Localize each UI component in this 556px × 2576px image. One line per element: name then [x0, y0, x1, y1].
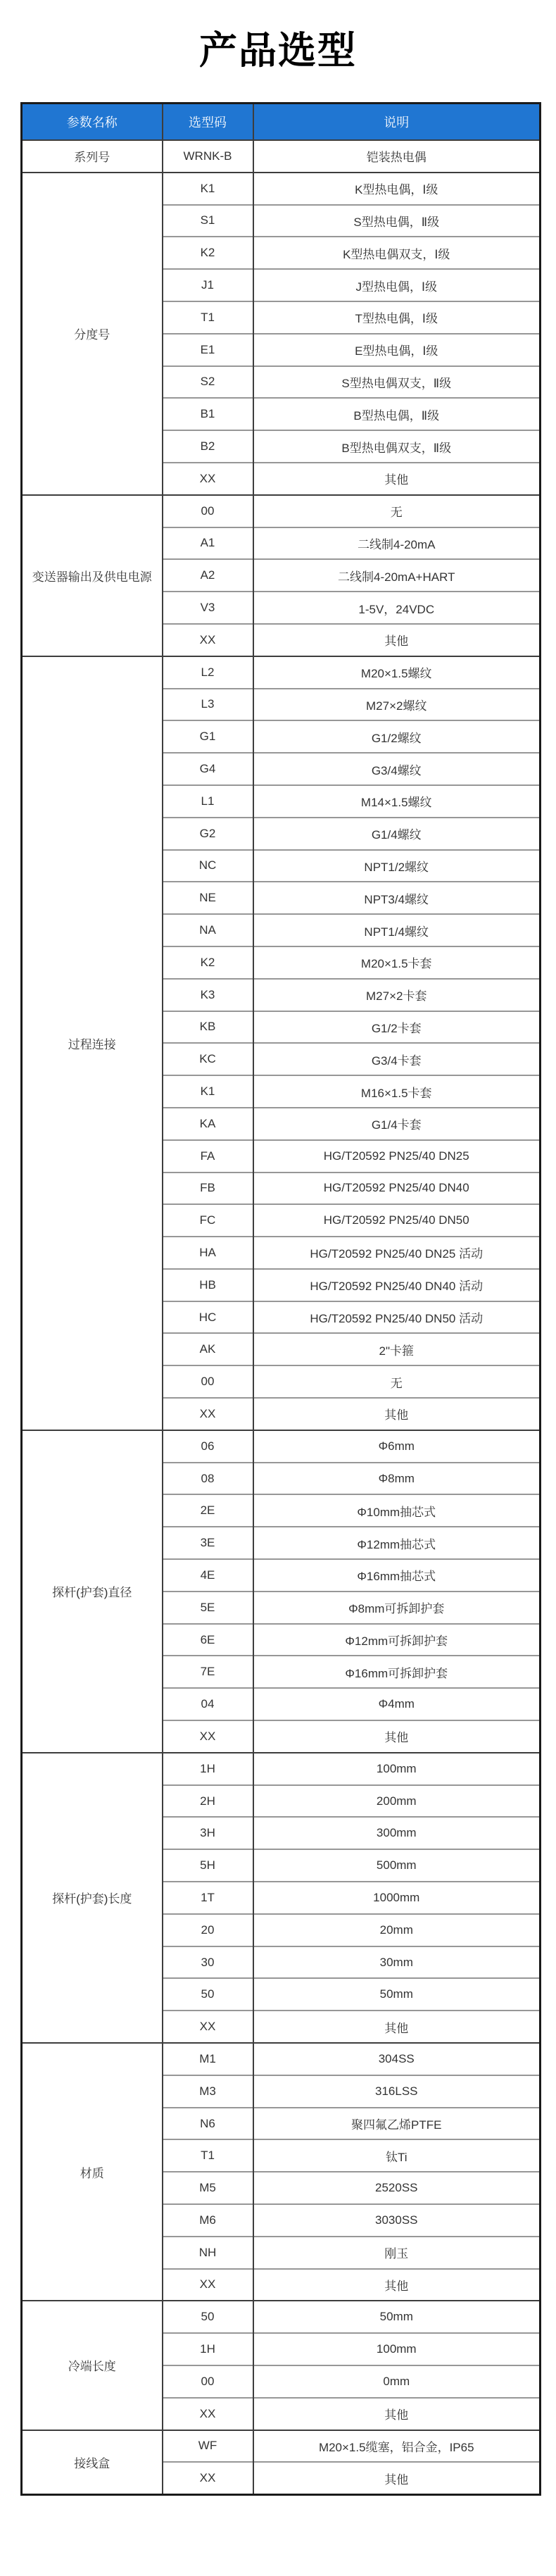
desc-cell: 其他 — [253, 1398, 541, 1430]
desc-cell: NPT1/2螺纹 — [253, 850, 541, 882]
desc-cell: Φ12mm可拆卸护套 — [253, 1624, 541, 1656]
code-cell: NA — [163, 914, 253, 946]
code-cell: 6E — [163, 1624, 253, 1656]
code-cell: 2H — [163, 1785, 253, 1818]
param-group — [22, 1430, 541, 1753]
code-cell: K3 — [163, 979, 253, 1011]
desc-cell: 50mm — [253, 2301, 541, 2333]
code-cell: NE — [163, 882, 253, 914]
code-cell: 2E — [163, 1494, 253, 1527]
desc-cell: 30mm — [253, 1946, 541, 1979]
code-cell: WRNK-B — [163, 140, 253, 173]
desc-cell: K型热电偶，Ⅰ级 — [253, 173, 541, 205]
code-cell: S1 — [163, 205, 253, 237]
param-name-cell: 接线盒 — [74, 2456, 110, 2470]
code-cell: XX — [163, 2269, 253, 2301]
table-row — [22, 2301, 541, 2333]
param-name-cell: 变送器输出及供电电源 — [32, 570, 152, 584]
param-group — [22, 2043, 541, 2301]
desc-cell: 无 — [253, 495, 541, 527]
code-cell: XX — [163, 2462, 253, 2494]
code-cell: 5E — [163, 1592, 253, 1624]
desc-cell: 200mm — [253, 1785, 541, 1818]
code-cell: XX — [163, 2011, 253, 2043]
code-cell: L3 — [163, 689, 253, 721]
code-cell: 50 — [163, 1978, 253, 2011]
desc-cell: 100mm — [253, 2333, 541, 2365]
desc-cell: 其他 — [253, 1720, 541, 1753]
product-selection-table-wrap — [20, 102, 541, 2496]
code-cell: KB — [163, 1011, 253, 1044]
code-cell: 4E — [163, 1559, 253, 1592]
code-cell: 04 — [163, 1688, 253, 1720]
code-cell: AK — [163, 1333, 253, 1365]
code-cell: HB — [163, 1269, 253, 1301]
desc-cell: Φ12mm抽芯式 — [253, 1527, 541, 1559]
desc-cell: B型热电偶，Ⅱ级 — [253, 398, 541, 430]
desc-cell: M14×1.5螺纹 — [253, 785, 541, 818]
code-cell: 30 — [163, 1946, 253, 1979]
desc-cell: 100mm — [253, 1753, 541, 1785]
code-cell: N6 — [163, 2108, 253, 2140]
table-row — [22, 2430, 541, 2463]
desc-cell: HG/T20592 PN25/40 DN40 — [253, 1173, 541, 1205]
table-row — [22, 2043, 541, 2075]
desc-cell: S型热电偶双支，Ⅱ级 — [253, 366, 541, 399]
code-cell: XX — [163, 463, 253, 495]
desc-cell: HG/T20592 PN25/40 DN50 活动 — [253, 1301, 541, 1334]
desc-cell: Φ16mm抽芯式 — [253, 1559, 541, 1592]
code-cell: M5 — [163, 2172, 253, 2204]
header-cell: 说明 — [253, 104, 541, 141]
table-header — [22, 104, 541, 141]
header-cell: 选型码 — [163, 104, 253, 141]
desc-cell: HG/T20592 PN25/40 DN50 — [253, 1204, 541, 1237]
code-cell: 06 — [163, 1430, 253, 1463]
desc-cell: 3030SS — [253, 2204, 541, 2237]
desc-cell: Φ8mm — [253, 1463, 541, 1495]
desc-cell: M20×1.5卡套 — [253, 946, 541, 979]
code-cell: G1 — [163, 720, 253, 753]
code-cell: B2 — [163, 430, 253, 463]
param-name-cell: 材质 — [80, 2166, 104, 2180]
desc-cell: S型热电偶，Ⅱ级 — [253, 205, 541, 237]
desc-cell: M20×1.5缆塞，铝合金，IP65 — [253, 2430, 541, 2463]
desc-cell: 304SS — [253, 2043, 541, 2075]
desc-cell: 其他 — [253, 2269, 541, 2301]
code-cell: V3 — [163, 592, 253, 624]
desc-cell: G1/4螺纹 — [253, 818, 541, 850]
code-cell: K1 — [163, 173, 253, 205]
desc-cell: J型热电偶，Ⅰ级 — [253, 269, 541, 301]
code-cell: 5H — [163, 1849, 253, 1882]
desc-cell: 20mm — [253, 1914, 541, 1946]
desc-cell: G3/4卡套 — [253, 1043, 541, 1075]
code-cell: XX — [163, 624, 253, 656]
desc-cell: G1/2卡套 — [253, 1011, 541, 1044]
desc-cell: M16×1.5卡套 — [253, 1075, 541, 1108]
desc-cell: G1/2螺纹 — [253, 720, 541, 753]
desc-cell: HG/T20592 PN25/40 DN25 活动 — [253, 1237, 541, 1269]
desc-cell: Φ8mm可拆卸护套 — [253, 1592, 541, 1624]
code-cell: 50 — [163, 2301, 253, 2333]
desc-cell: K型热电偶双支，Ⅰ级 — [253, 237, 541, 269]
desc-cell: 300mm — [253, 1817, 541, 1849]
code-cell: K2 — [163, 946, 253, 979]
code-cell: K1 — [163, 1075, 253, 1108]
code-cell: M3 — [163, 2075, 253, 2108]
param-group — [22, 173, 541, 495]
desc-cell: M27×2螺纹 — [253, 689, 541, 721]
param-group — [22, 2301, 541, 2430]
code-cell: 00 — [163, 495, 253, 527]
code-cell: 00 — [163, 2365, 253, 2398]
desc-cell: 铠装热电偶 — [253, 140, 541, 173]
desc-cell: Φ16mm可拆卸护套 — [253, 1656, 541, 1688]
code-cell: L1 — [163, 785, 253, 818]
desc-cell: G1/4卡套 — [253, 1108, 541, 1140]
code-cell: M1 — [163, 2043, 253, 2075]
param-name-cell: 过程连接 — [68, 1037, 116, 1051]
desc-cell: 刚玉 — [253, 2237, 541, 2269]
code-cell: T1 — [163, 301, 253, 334]
code-cell: HA — [163, 1237, 253, 1269]
desc-cell: 其他 — [253, 2462, 541, 2494]
desc-cell: 2520SS — [253, 2172, 541, 2204]
code-cell: L2 — [163, 656, 253, 689]
code-cell: 20 — [163, 1914, 253, 1946]
code-cell: 1H — [163, 2333, 253, 2365]
desc-cell: NPT3/4螺纹 — [253, 882, 541, 914]
desc-cell: 二线制4-20mA — [253, 527, 541, 560]
code-cell: 1T — [163, 1882, 253, 1914]
code-cell: FA — [163, 1140, 253, 1173]
param-name-cell: 系列号 — [74, 151, 110, 165]
table-header-row — [22, 104, 541, 141]
desc-cell: Φ6mm — [253, 1430, 541, 1463]
code-cell: 3E — [163, 1527, 253, 1559]
code-cell: B1 — [163, 398, 253, 430]
desc-cell: M27×2卡套 — [253, 979, 541, 1011]
code-cell: G4 — [163, 753, 253, 785]
desc-cell: 其他 — [253, 2398, 541, 2430]
code-cell: S2 — [163, 366, 253, 399]
desc-cell: 无 — [253, 1365, 541, 1398]
code-cell: A2 — [163, 559, 253, 592]
code-cell: 1H — [163, 1753, 253, 1785]
desc-cell: 其他 — [253, 463, 541, 495]
desc-cell: 50mm — [253, 1978, 541, 2011]
desc-cell: G3/4螺纹 — [253, 753, 541, 785]
desc-cell: 其他 — [253, 624, 541, 656]
param-name-cell: 冷端长度 — [68, 2360, 116, 2374]
code-cell: NC — [163, 850, 253, 882]
desc-cell: M20×1.5螺纹 — [253, 656, 541, 689]
param-name-cell: 探杆(护套)长度 — [52, 1892, 132, 1906]
desc-cell: 聚四氟乙烯PTFE — [253, 2108, 541, 2140]
desc-cell: 二线制4-20mA+HART — [253, 559, 541, 592]
param-group — [22, 140, 541, 173]
code-cell: M6 — [163, 2204, 253, 2237]
code-cell: J1 — [163, 269, 253, 301]
param-group — [22, 1753, 541, 2043]
desc-cell: B型热电偶双支，Ⅱ级 — [253, 430, 541, 463]
code-cell: KA — [163, 1108, 253, 1140]
code-cell: KC — [163, 1043, 253, 1075]
table-row — [22, 1430, 541, 1463]
desc-cell: Φ10mm抽芯式 — [253, 1494, 541, 1527]
desc-cell: HG/T20592 PN25/40 DN40 活动 — [253, 1269, 541, 1301]
code-cell: 08 — [163, 1463, 253, 1495]
code-cell: NH — [163, 2237, 253, 2269]
code-cell: G2 — [163, 818, 253, 850]
desc-cell: 2"卡箍 — [253, 1333, 541, 1365]
desc-cell: T型热电偶，Ⅰ级 — [253, 301, 541, 334]
code-cell: XX — [163, 2398, 253, 2430]
code-cell: 3H — [163, 1817, 253, 1849]
code-cell: XX — [163, 1720, 253, 1753]
code-cell: A1 — [163, 527, 253, 560]
desc-cell: 0mm — [253, 2365, 541, 2398]
table-row — [22, 173, 541, 205]
desc-cell: HG/T20592 PN25/40 DN25 — [253, 1140, 541, 1173]
code-cell: FB — [163, 1173, 253, 1205]
param-name-cell: 探杆(护套)直径 — [52, 1586, 132, 1600]
page-title: 产品选型 — [199, 30, 357, 72]
table-row — [22, 1753, 541, 1785]
code-cell: K2 — [163, 237, 253, 269]
desc-cell: 其他 — [253, 2011, 541, 2043]
param-name-cell: 分度号 — [74, 328, 110, 342]
desc-cell: 316LSS — [253, 2075, 541, 2108]
code-cell: WF — [163, 2430, 253, 2463]
param-group — [22, 495, 541, 656]
desc-cell: 500mm — [253, 1849, 541, 1882]
desc-cell: NPT1/4螺纹 — [253, 914, 541, 946]
param-group — [22, 2430, 541, 2495]
product-selection-table — [20, 102, 541, 2496]
header-cell: 参数名称 — [22, 104, 163, 141]
table-row — [22, 495, 541, 527]
desc-cell: 钛Ti — [253, 2139, 541, 2172]
code-cell: T1 — [163, 2139, 253, 2172]
code-cell: E1 — [163, 334, 253, 366]
desc-cell: 1-5V，24VDC — [253, 592, 541, 624]
code-cell: HC — [163, 1301, 253, 1334]
code-cell: FC — [163, 1204, 253, 1237]
desc-cell: Φ4mm — [253, 1688, 541, 1720]
code-cell: 7E — [163, 1656, 253, 1688]
param-group — [22, 656, 541, 1430]
table-row — [22, 140, 541, 173]
code-cell: 00 — [163, 1365, 253, 1398]
desc-cell: 1000mm — [253, 1882, 541, 1914]
desc-cell: E型热电偶，Ⅰ级 — [253, 334, 541, 366]
code-cell: XX — [163, 1398, 253, 1430]
table-row — [22, 656, 541, 689]
